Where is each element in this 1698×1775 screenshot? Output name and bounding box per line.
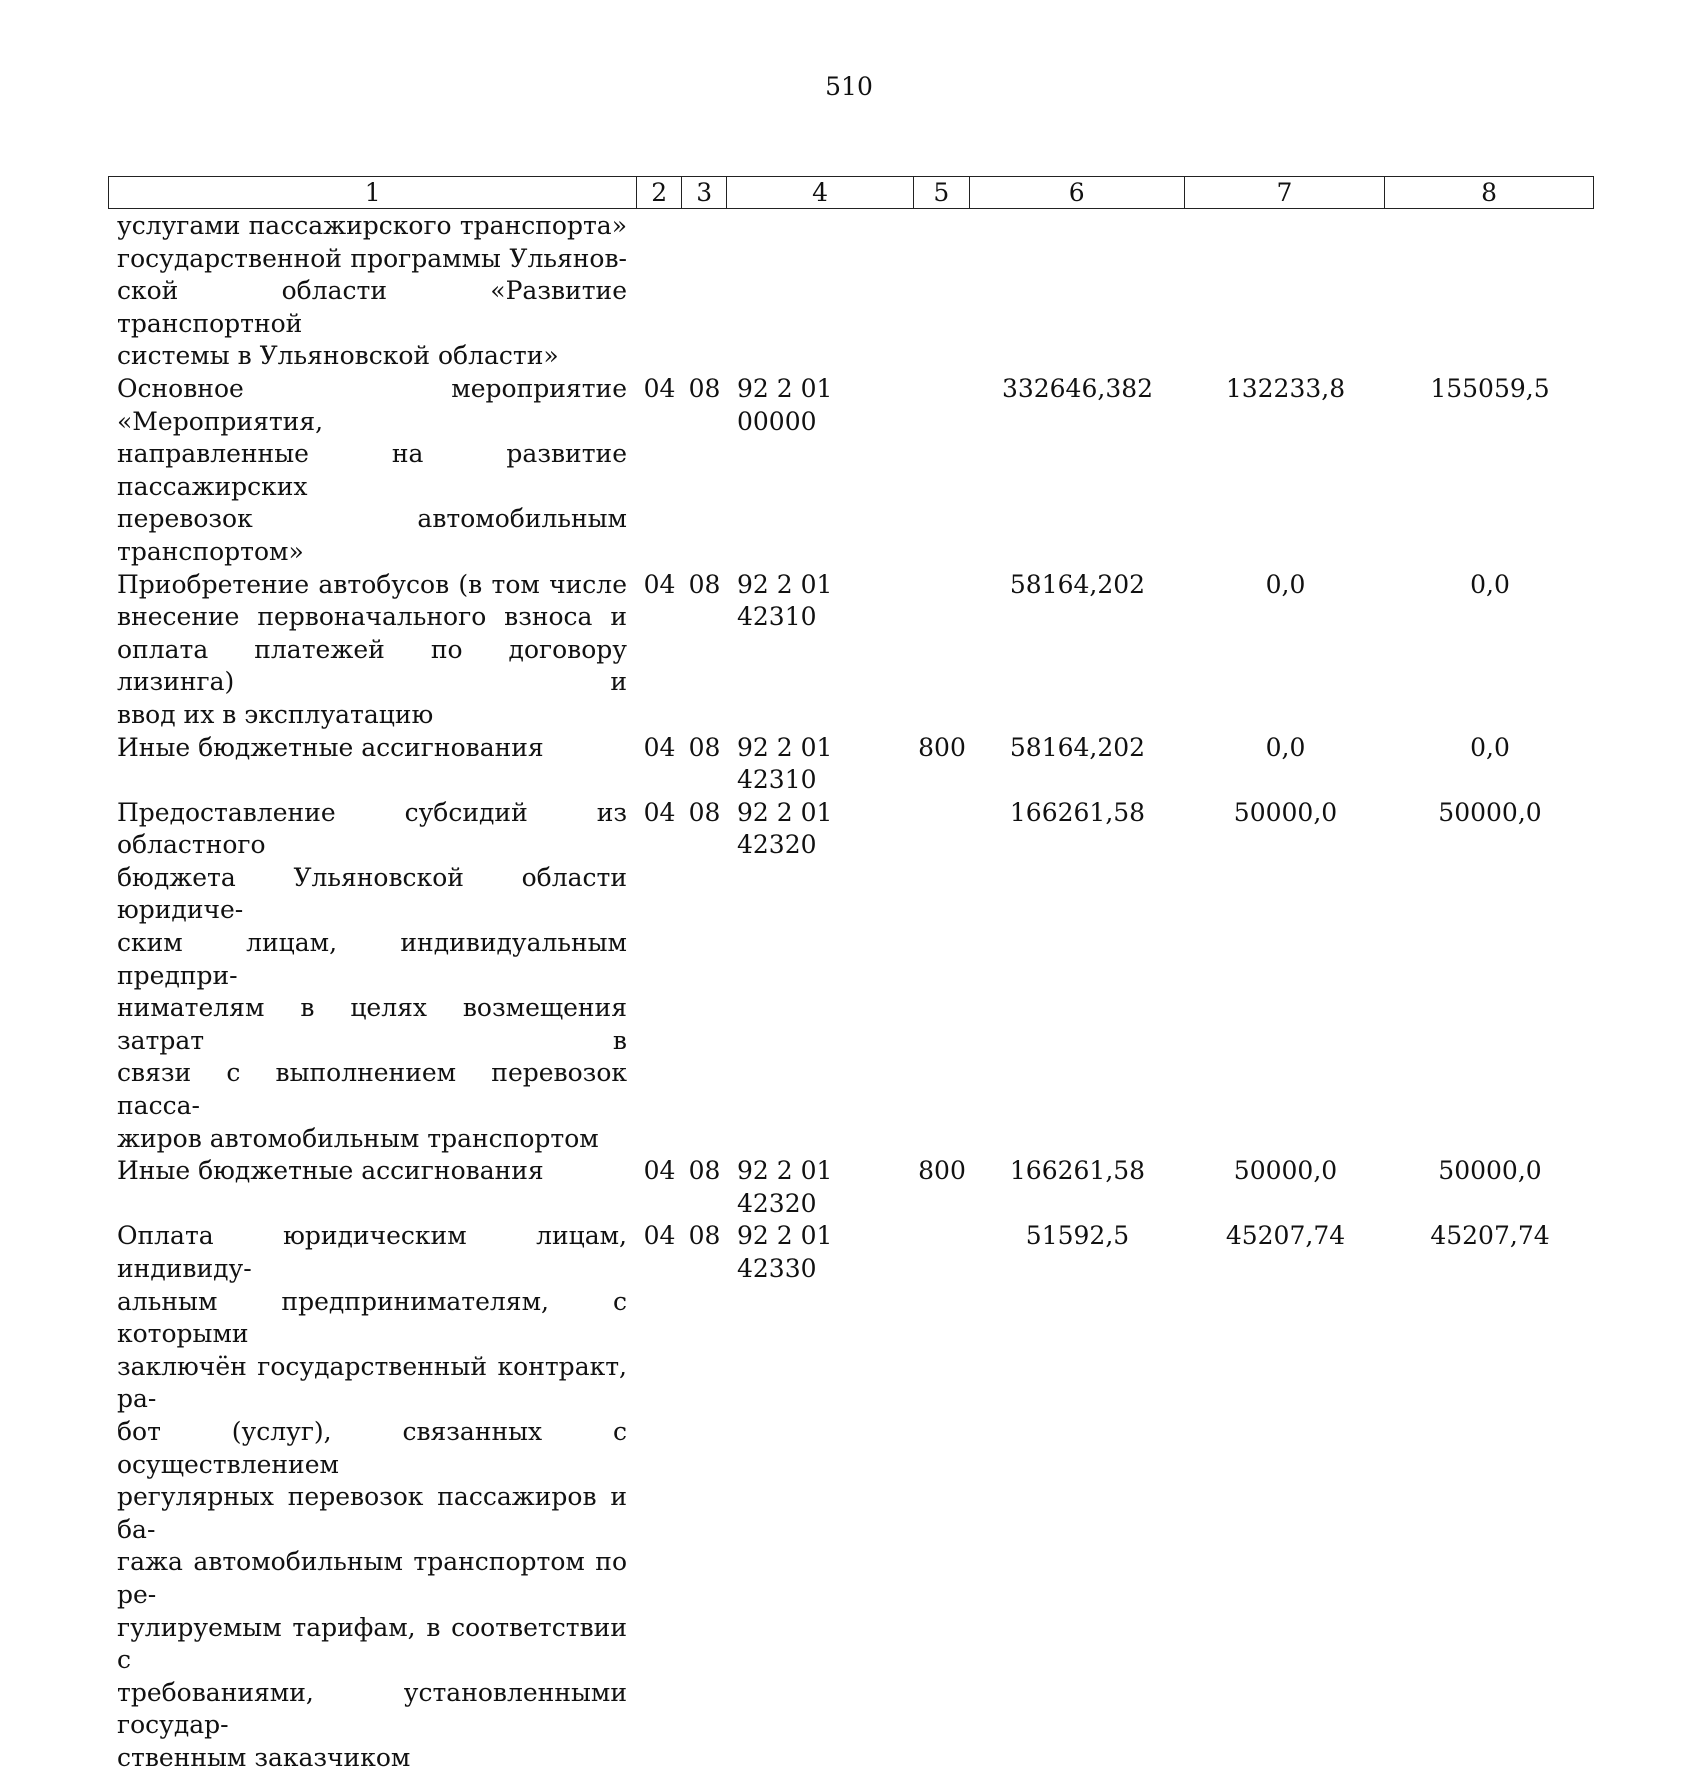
amount-col-6: 166261,58 <box>1009 797 1146 827</box>
description-line: государственной программы Ульянов- <box>117 243 627 273</box>
description-line: бюджета Ульяновской области юридиче- <box>117 862 627 925</box>
section-code: 04 <box>643 1221 676 1251</box>
table-body <box>108 210 1594 1775</box>
description-line: нимателям в целях возмещения затрат в <box>117 993 627 1055</box>
amount-col-6: 58164,202 <box>1009 569 1146 599</box>
section-code <box>637 210 682 373</box>
expense-type-code <box>914 1220 970 1774</box>
amount-col-7: 0,0 <box>1265 569 1306 599</box>
expense-type-code <box>914 210 970 373</box>
amount-col-6: 332646,382 <box>1001 373 1154 403</box>
target-article-code: 92 2 01 42310 <box>737 569 833 632</box>
row-description <box>108 373 627 569</box>
amount-col-8: 0,0 <box>1470 732 1510 762</box>
table-row <box>108 210 1594 373</box>
row-description <box>108 732 627 797</box>
amount-col-7: 50000,0 <box>1233 797 1338 827</box>
column-header-6: 6 <box>970 177 1185 208</box>
amount-col-8: 155059,5 <box>1430 373 1550 403</box>
amount-col-7: 45207,74 <box>1225 1221 1346 1251</box>
column-header-7: 7 <box>1185 177 1386 208</box>
description-line: регулярных перевозок пассажиров и ба- <box>117 1482 627 1544</box>
description-line: бот (услуг), связанных с осуществлением <box>117 1416 627 1479</box>
column-header-1: 1 <box>109 177 637 208</box>
amount-col-8: 45207,74 <box>1430 1221 1550 1251</box>
table-row <box>108 797 1594 1156</box>
amount-col-8: 50000,0 <box>1438 797 1542 827</box>
amount-col-6: 51592,5 <box>1025 1221 1130 1251</box>
expense-type-code <box>914 373 970 569</box>
row-description <box>108 797 627 1156</box>
target-article-code: 92 2 01 42330 <box>737 1221 833 1283</box>
amount-col-8 <box>1386 210 1594 373</box>
description-line: направленные на развитие пассажирских <box>117 439 627 501</box>
amount-col-6: 58164,202 <box>1009 732 1146 762</box>
description-line: гулируемым тарифам, в соответствии с <box>117 1612 627 1675</box>
description-line: внесение первоначального взноса и <box>117 602 627 632</box>
expense-type-code: 800 <box>918 1156 966 1186</box>
subsection-code: 08 <box>688 1221 721 1251</box>
expense-type-code: 800 <box>918 732 966 762</box>
expense-type-code <box>914 797 970 1156</box>
description-line: альным предпринимателям, с которыми <box>117 1286 627 1349</box>
description-line: связи с выполнением перевозок пасса- <box>117 1058 627 1121</box>
table-row <box>108 373 1594 569</box>
description-line: системы в Ульяновской области» <box>117 341 559 371</box>
description-line: оплата платежей по договору лизинга) и <box>117 634 627 697</box>
section-code: 04 <box>643 797 676 827</box>
column-header-2: 2 <box>637 177 682 208</box>
subsection-code: 08 <box>688 732 721 762</box>
page-number: 510 <box>825 72 873 101</box>
row-description <box>108 569 627 732</box>
subsection-code: 08 <box>688 569 721 599</box>
subsection-code: 08 <box>688 1156 721 1186</box>
table-row <box>108 732 1594 797</box>
amount-col-6: 166261,58 <box>1009 1156 1146 1186</box>
expense-type-code <box>914 569 970 732</box>
description-line: заключён государственный контракт, ра- <box>117 1351 627 1414</box>
description-line: перевозок автомобильным транспортом» <box>117 504 627 566</box>
description-line: Предоставление субсидий из областного <box>117 797 627 860</box>
section-code: 04 <box>643 1156 676 1186</box>
description-line: ской области «Развитие транспортной <box>117 276 627 338</box>
table-row <box>108 569 1594 732</box>
target-article-code: 92 2 01 42320 <box>737 1156 833 1218</box>
description-line: услугами пассажирского транспорта» <box>117 211 627 240</box>
target-article-code <box>727 210 914 373</box>
description-line: ввод их в эксплуатацию <box>117 699 434 729</box>
amount-col-7: 0,0 <box>1265 732 1306 762</box>
row-description <box>108 210 627 373</box>
subsection-code <box>682 210 727 373</box>
description-line: ственным заказчиком <box>117 1742 411 1772</box>
table-row <box>108 1155 1594 1220</box>
subsection-code: 08 <box>688 797 721 827</box>
column-header-5: 5 <box>914 177 970 208</box>
description-line: ским лицам, индивидуальным предпри- <box>117 928 627 990</box>
description-line: гажа автомобильным транспортом по ре- <box>117 1547 627 1609</box>
target-article-code: 92 2 01 00000 <box>737 373 833 436</box>
column-header-3: 3 <box>682 177 727 208</box>
amount-col-6 <box>970 210 1185 373</box>
description-line: требованиями, установленными государ- <box>117 1677 627 1740</box>
target-article-code: 92 2 01 42320 <box>737 797 833 860</box>
section-code: 04 <box>643 732 676 762</box>
amount-col-8: 50000,0 <box>1438 1156 1542 1186</box>
row-description <box>108 1220 627 1774</box>
description-line: Оплата юридическим лицам, индивиду- <box>117 1221 627 1283</box>
subsection-code: 08 <box>688 373 721 403</box>
section-code: 04 <box>643 373 676 403</box>
description-line: Основное мероприятие «Мероприятия, <box>117 373 627 436</box>
description-line: Иные бюджетные ассигнования <box>117 1156 544 1186</box>
table-row <box>108 1220 1594 1774</box>
description-line: Иные бюджетные ассигнования <box>117 732 544 762</box>
amount-col-7: 50000,0 <box>1233 1156 1338 1186</box>
target-article-code: 92 2 01 42310 <box>737 732 833 795</box>
description-line: Приобретение автобусов (в том числе <box>117 569 627 599</box>
column-header-8: 8 <box>1481 178 1498 207</box>
row-description <box>108 1155 627 1220</box>
table-column-header <box>108 176 1594 209</box>
description-line: жиров автомобильным транспортом <box>117 1123 599 1153</box>
section-code: 04 <box>643 569 676 599</box>
amount-col-7: 132233,8 <box>1225 373 1346 403</box>
amount-col-7 <box>1185 210 1386 373</box>
amount-col-8: 0,0 <box>1470 569 1510 599</box>
column-header-4: 4 <box>727 177 914 208</box>
